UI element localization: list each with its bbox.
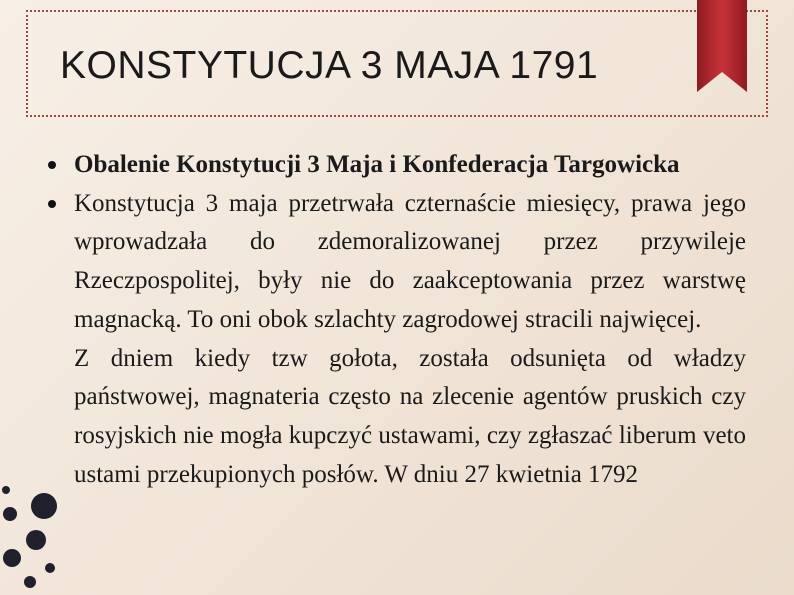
body-paragraph: Z dniem kiedy tzw gołota, została odsunięta od władzy państwowej, magnateria często na zlecenie agentów pruskich czy rosyjskich nie mogła kupczyć ustawami, czy zgłaszać liberum veto ustami przekupionych posłów. W dniu 27 kwietnia 1792 xyxy=(74,344,746,488)
decorative-dots xyxy=(0,470,80,595)
bookmark-ribbon-icon xyxy=(697,0,747,92)
slide-content xyxy=(74,146,746,494)
slide-title: KONSTYTUCJA 3 MAJA 1791 xyxy=(60,44,599,87)
bullet-item xyxy=(74,185,746,340)
bullet-icon xyxy=(48,200,56,208)
bullet-icon xyxy=(48,161,56,169)
bullet-text: Obalenie Konstytucji 3 Maja i Konfederacja Targowicka xyxy=(74,151,680,178)
bullet-text: Konstytucja 3 maja przetrwała czternaście miesięcy, prawa jego wprowadzała do zdemoralizowanej przez przywileje Rzeczpospolitej, były nie do zaakceptowania przez warstwę magnacką. To oni obok szlachty zagrodowej stracili najwięcej. xyxy=(74,189,746,333)
bullet-item xyxy=(74,146,746,185)
